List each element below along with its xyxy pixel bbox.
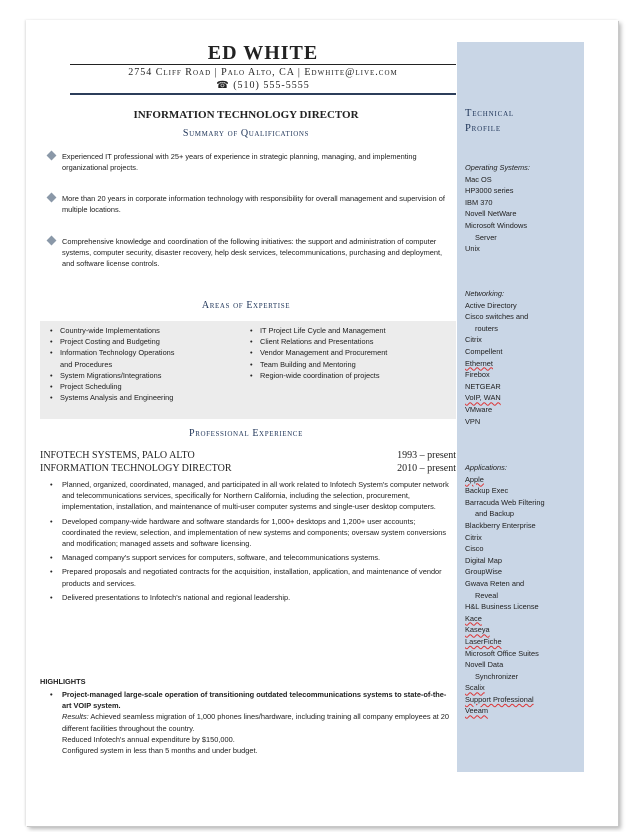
qualification-item: Comprehensive knowledge and coordination of the following initiatives: the support and administration of computer systems, computer security, disaster recovery, help desk services, telecommunications, purchasing and deployment, and software license controls. (48, 236, 456, 269)
experience-bullet: • Managed company's support services for computers, software, and telecommunications systems. (40, 552, 452, 563)
highlight-title: • Project-managed large-scale operation of transitioning outdated telecommunications systems to state-of-the-art VOIP system. (40, 689, 452, 711)
networking-list (465, 288, 581, 427)
expertise-item: • Region-wide coordination of projects (248, 370, 453, 381)
experience-bullet: • Planned, organized, coordinated, managed, and participated in all work related to Infotech System's computer network and telecommunications services, specifically for Northern California, including the selection, procurement, implementation, installation, and maintenance of multi-user computer systems and single-user desktop computers. (40, 479, 452, 513)
experience-bullet: • Delivered presentations to Infotech's national and regional leadership. (40, 592, 452, 603)
employer-years: 1993 – present (397, 450, 456, 461)
expertise-item: • System Migrations/Integrations (48, 370, 248, 381)
application-item: Backup Exec (465, 486, 509, 496)
results-text: Achieved seamless migration of 1,000 phones lines/hardware, including training all company employees at 20 different facilities throughout the country. (62, 712, 450, 733)
job-title: INFORMATION TECHNOLOGY DIRECTOR (133, 109, 359, 121)
expertise-item: • Client Relations and Presentations (248, 336, 453, 347)
contact-address: 2754 Cliff Road | Palo Alto, CA | Edwhite@live.com (128, 67, 398, 78)
highlight-line: Configured system in less than 5 months and under budget. (62, 746, 258, 756)
highlights-heading: HIGHLIGHTS (40, 677, 86, 686)
expertise-item-continued: and Procedures (60, 359, 113, 369)
applications-heading: Applications: (465, 463, 507, 472)
os-item: Microsoft Windows (465, 220, 528, 230)
networking-item: Active Directory (465, 300, 517, 310)
qualification-item: Experienced IT professional with 25+ years of experience in strategic planning, managing, and implementing organizational projects. (48, 151, 456, 173)
networking-item: VoIP, WAN (465, 393, 501, 403)
os-heading: Operating Systems: (465, 163, 530, 172)
application-item-continued: and Backup (475, 509, 515, 519)
highlights-block (40, 689, 452, 756)
networking-item: NETGEAR (465, 381, 501, 391)
experience-bullet: • Developed company-wide hardware and software standards for 1,000+ desktops and 1,200+ user accounts; coordinated the review, selection, and implementation of new systems and components; oversaw system conversions and modification; managed assets and software licensing. (40, 516, 452, 550)
expertise-item: • Vendor Management and Procurement (248, 347, 453, 358)
application-item: Support Professional (465, 694, 534, 704)
sidebar-title: Technical Profile (465, 108, 514, 134)
application-item: Barracuda Web Filtering (465, 497, 545, 507)
networking-item: Citrix (465, 335, 482, 345)
application-item: Gwava Reten and (465, 578, 525, 588)
role-years: 2010 – present (397, 463, 456, 474)
networking-item: VPN (465, 416, 481, 426)
experience-bullet: • Prepared proposals and negotiated contracts for the acquisition, installation, application, and maintenance of vendor products and services. (40, 566, 452, 588)
diamond-bullet-icon (47, 193, 57, 203)
expertise-item: • Team Building and Mentoring (248, 359, 453, 370)
application-item: Citrix (465, 532, 482, 542)
expertise-box (40, 321, 456, 419)
networking-item: Compellent (465, 346, 503, 356)
resume-page (26, 20, 618, 826)
expertise-item: • Information Technology Operations (48, 347, 248, 358)
networking-item: Cisco switches and (465, 312, 529, 322)
networking-item-continued: routers (475, 323, 499, 333)
expertise-item: • Systems Analysis and Engineering (48, 392, 248, 403)
os-item: Mac OS (465, 174, 492, 184)
application-item: Cisco (465, 544, 484, 554)
summary-heading: Summary of Qualifications (182, 128, 310, 139)
application-item: Novell Data (465, 660, 504, 670)
application-item: Digital Map (465, 555, 502, 565)
role-line (40, 463, 456, 474)
highlight-line: Reduced Infotech's annual expenditure by $150,000. (62, 734, 235, 744)
diamond-bullet-icon (47, 151, 57, 161)
application-item: Veeam (465, 706, 489, 716)
qualification-item: More than 20 years in corporate information technology with responsibility for overall management and supervision of multiple locations. (48, 193, 456, 215)
os-item: HP3000 series (465, 186, 514, 196)
networking-item: VMware (465, 404, 493, 414)
application-item: Microsoft Office Suites (465, 648, 539, 658)
highlight-results (40, 711, 452, 733)
os-item: IBM 370 (465, 197, 493, 207)
application-item: Scalix (465, 683, 485, 693)
header-rule-top (70, 64, 456, 65)
application-item: Blackberry Enterprise (465, 520, 536, 530)
results-label: Results: (62, 712, 89, 722)
application-item: LaserFiche (465, 636, 502, 646)
application-item-continued: Reveal (475, 590, 499, 600)
contact-phone: ☎ (510) 555-5555 (216, 80, 310, 91)
diamond-bullet-icon (47, 236, 57, 246)
application-item: H&L Business License (465, 602, 539, 612)
networking-item: Firebox (465, 370, 490, 380)
applications-list (465, 462, 581, 717)
os-item-continued: Server (475, 232, 497, 242)
role-name: INFORMATION TECHNOLOGY DIRECTOR (40, 463, 232, 474)
os-list (465, 162, 581, 255)
expertise-heading: Areas of Expertise (201, 300, 291, 311)
experience-bullets (40, 479, 452, 606)
application-item: Kaseya (465, 625, 490, 635)
networking-heading: Networking: (465, 289, 505, 298)
candidate-name: ED WHITE (207, 42, 319, 64)
technical-profile-sidebar (457, 42, 584, 772)
application-item-continued: Synchronizer (475, 671, 519, 681)
expertise-item: • Project Costing and Budgeting (48, 336, 248, 347)
experience-heading: Professional Experience (189, 428, 303, 439)
expertise-left-column (48, 325, 248, 403)
expertise-item: • Country-wide Implementations (48, 325, 248, 336)
os-item: Novell NetWare (465, 209, 517, 219)
header-rule-bottom (70, 93, 456, 95)
application-item: GroupWise (465, 567, 502, 577)
main-column (26, 20, 456, 826)
expertise-item: • IT Project Life Cycle and Management (248, 325, 453, 336)
expertise-item: • Project Scheduling (48, 381, 248, 392)
os-item: Unix (465, 244, 480, 254)
employer-line (40, 450, 456, 461)
employer-name: INFOTECH SYSTEMS, PALO ALTO (40, 450, 195, 461)
application-item: Apple (465, 474, 484, 484)
networking-item: Ethernet (465, 358, 493, 368)
expertise-right-column (248, 325, 453, 381)
application-item: Kace (465, 613, 482, 623)
